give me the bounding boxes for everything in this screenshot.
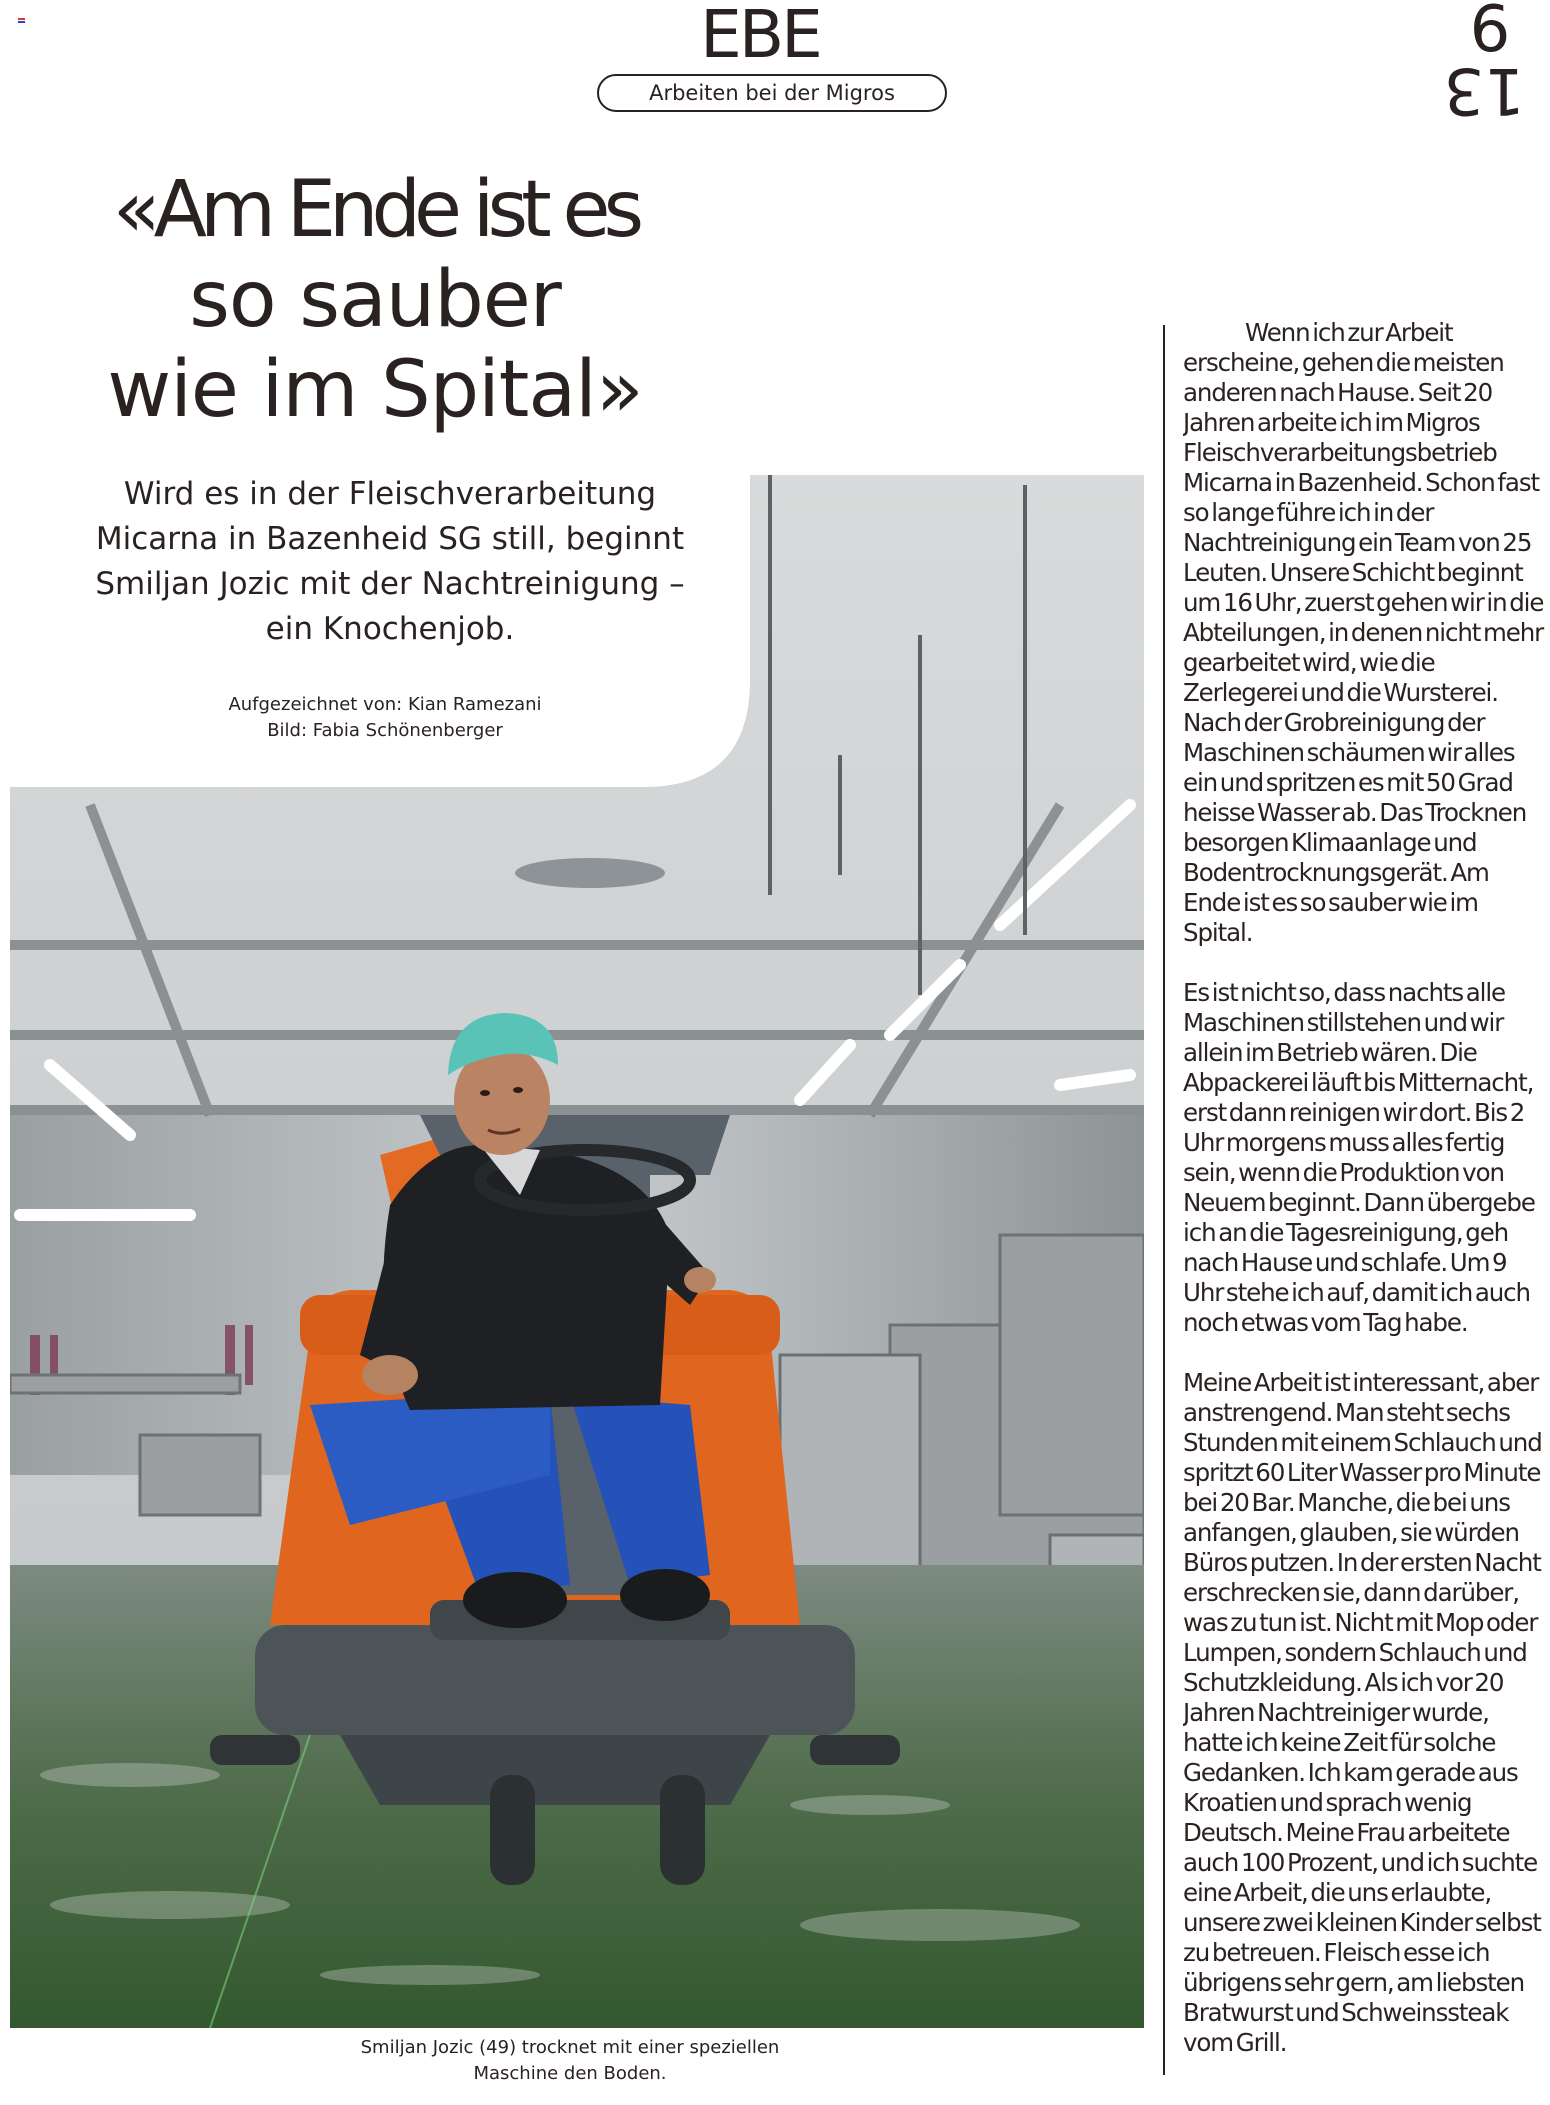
headline-line-1: «Am Ende ist es xyxy=(112,165,638,255)
column-rule xyxy=(1163,325,1165,2075)
photo-caption: Smiljan Jozic (49) trocknet mit einer speziellen Maschine den Boden. xyxy=(360,2037,780,2084)
page-number-bottom: 13 xyxy=(1443,53,1525,127)
section-label: Arbeiten bei der Migros xyxy=(597,74,947,112)
article-credits xyxy=(190,692,580,744)
corner-mark xyxy=(18,18,26,25)
page-number xyxy=(1443,0,1525,127)
article-paragraph-1: Wenn ich zur Arbeit erscheine, gehen die meisten anderen nach Hause. Seit 20 Jahren arbeite ich im Migros Fleischverarbeitungsbetrieb Micarna in Bazenheid. Schon fast so lange führe ich in der Nachtreinigung ein Team von 25 Leuten. Unsere Schicht beginnt um 16 Uhr, zuerst gehen wir in die Abteilungen, in denen nicht mehr gearbeitet wird, wie die Zerlegerei und die Wursterei. Nach der Grobreinigung der Maschinen schäumen wir alles ein und spritzen es mit 50 Grad heisse Wasser ab. Das Trocknen besorgen Klimaanlage und Bodentrocknungsgerät. Am Ende ist es so sauber wie im Spital. xyxy=(1183,318,1544,947)
headline-line-3: wie im Spital» xyxy=(107,345,643,435)
article-headline xyxy=(60,165,690,435)
headline-line-2: so sauber xyxy=(189,255,561,345)
article-lede: Wird es in der Fleischverarbeitung Micarna in Bazenheid SG still, beginnt Smiljan Jozic mit der Nachtreinigung – ein Knochenjob. xyxy=(95,476,685,647)
article-paragraph-2: Es ist nicht so, dass nachts alle Maschinen stillstehen und wir allein im Betrieb wären. Die Abpackerei läuft bis Mitternacht, erst dann reinigen wir dort. Bis 2 Uhr morgens muss alles fertig sein, wenn die Produktion von Neuem beginnt. Dann übergebe ich an die Tagesreinigung, geh nach Hause und schlafe. Um 9 Uhr stehe ich auf, damit ich auch noch etwas vom Tag habe. xyxy=(1183,978,1535,1337)
page-number-top: 6 xyxy=(1469,0,1511,67)
article-paragraph-3: Meine Arbeit ist interessant, aber anstrengend. Man steht sechs Stunden mit einem Schlauch und spritzt 60 Liter Wasser pro Minute bei 20 Bar. Manche, die bei uns anfangen, glauben, sie würden Büros putzen. In der ersten Nacht erschrecken sie, dann darüber, was zu tun ist. Nicht mit Mop oder Lumpen, sondern Schlauch und Schutzkleidung. Als ich vor 20 Jahren Nachtreiniger wurde, hatte ich keine Zeit für solche Gedanken. Ich kam gerade aus Kroatien und sprach wenig Deutsch. Meine Frau arbeitete auch 100 Prozent, und ich suchte eine Arbeit, die uns erlaubte, unsere zwei kleinen Kinder selbst zu betreuen. Fleisch esse ich übrigens sehr gern, am liebsten Bratwurst und Schweinssteak vom Grill. xyxy=(1183,1368,1542,2057)
article-body xyxy=(1183,318,1545,2100)
credit-author: Aufgezeichnet von: Kian Ramezani xyxy=(228,694,542,715)
credit-photographer: Bild: Fabia Schönenberger xyxy=(267,720,503,741)
magazine-title: EBE xyxy=(700,0,820,73)
